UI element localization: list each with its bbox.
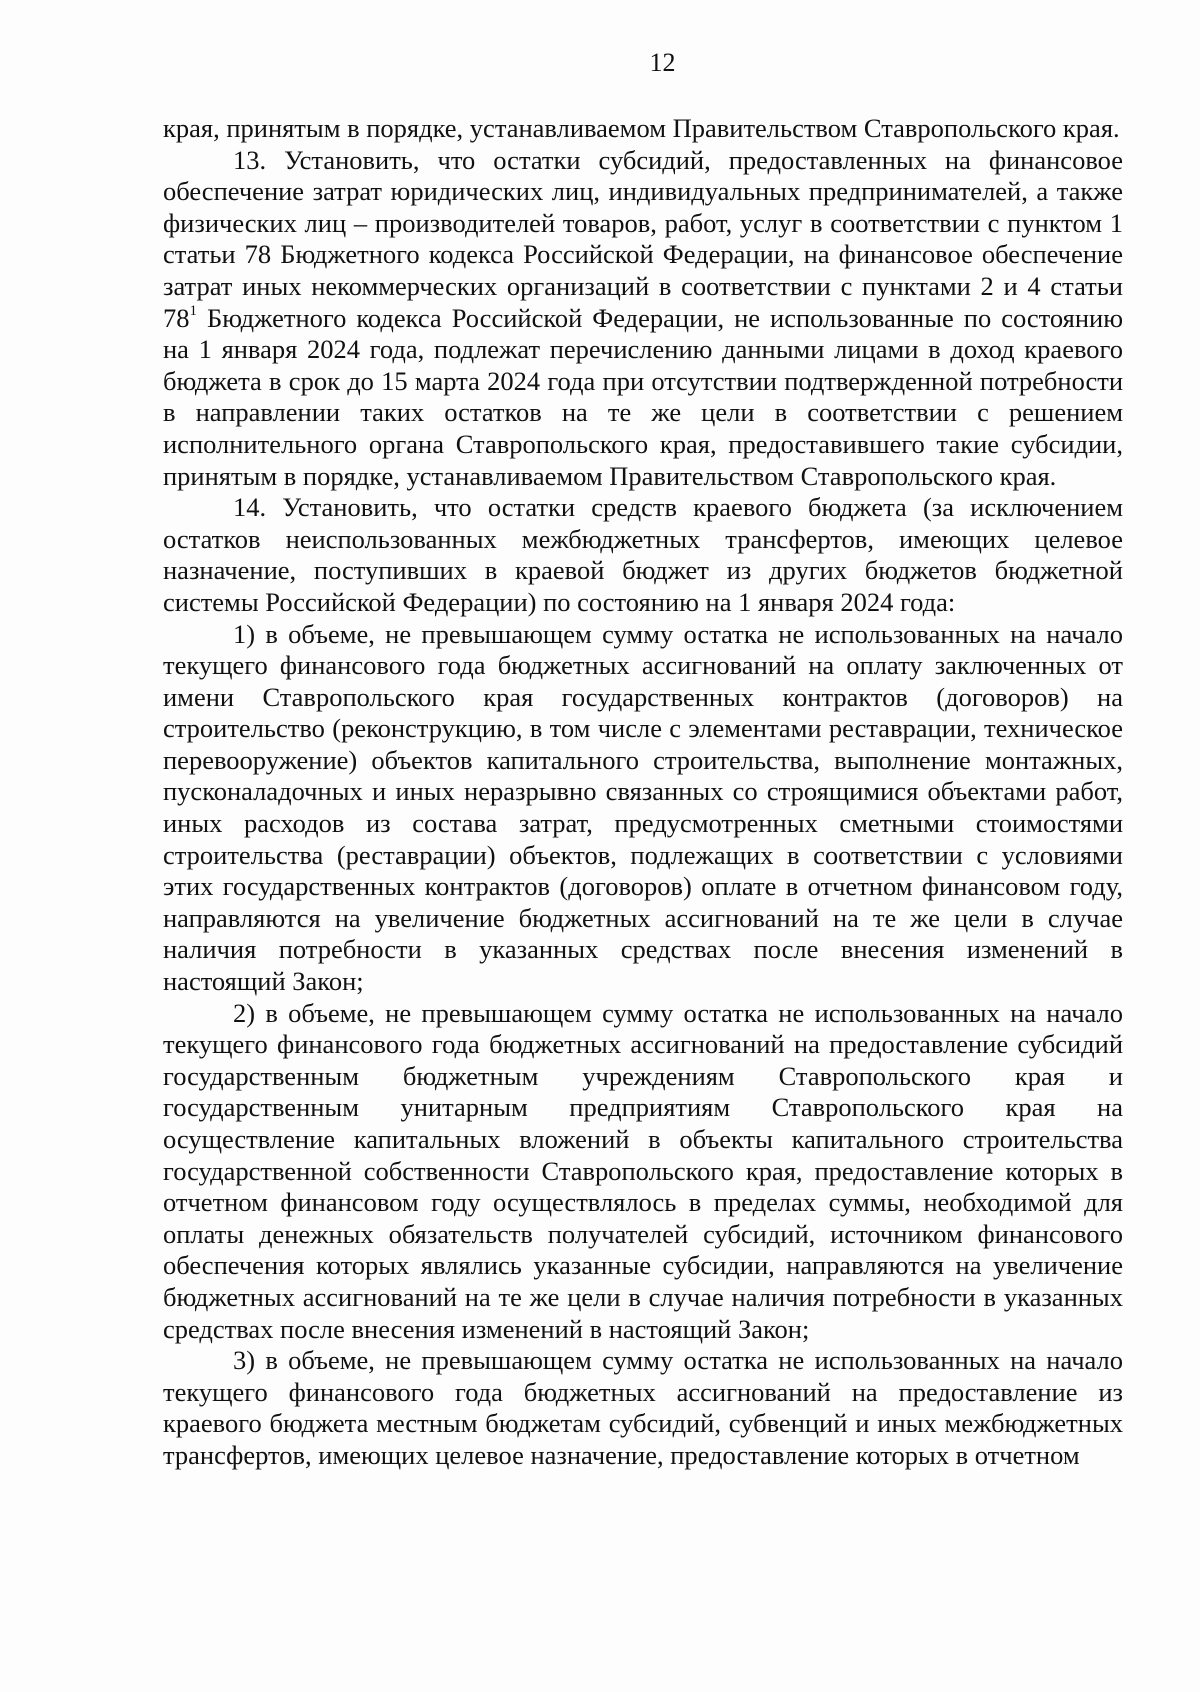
paragraph-14: 14. Установить, что остатки средств краевого бюджета (за исключением остатков неиспользованных межбюджетных трансфертов, имеющих целевое назначение, поступивших в краевой бюджет из других бюджетов бюджетной системы Российской Федерации) по состоянию на 1 января 2024 года: bbox=[163, 492, 1123, 617]
paragraph-14-item-1: 1) в объеме, не превышающем сумму остатка не использованных на начало текущего финансового года бюджетных ассигнований на оплату заключенных от имени Ставропольского края государственных контрактов (договоров) на строительство (реконструкцию, в том числе с элементами реставрации, техническое перевооружение) объектов капитального строительства, выполнение монтажных, пусконаладочных и иных неразрывно связанных со строящимися объектами работ, иных расходов из состава затрат, предусмотренных сметными стоимостями строительства (реставрации) объектов, подлежащих в соответствии с условиями этих государственных контрактов (договоров) оплате в отчетном финансовом году, направляются на увеличение бюджетных ассигнований на те же цели в случае наличия потребности в указанных средствах после внесения изменений в настоящий Закон; bbox=[163, 618, 1123, 997]
paragraph-14-item-2: 2) в объеме, не превышающем сумму остатка не использованных на начало текущего финансового года бюджетных ассигнований на предоставление субсидий государственным бюджетным учреждениям Ставропольского края и государственным унитарным предприятиям Ставропольского края на осуществление капитальных вложений в объекты капитального строительства государственной собственности Ставропольского края, предоставление которых в отчетном финансовом году осуществлялось в пределах суммы, необходимой для оплаты денежных обязательств получателей субсидий, источником финансового обеспечения которых являлись указанные субсидии, направляются на увеличение бюджетных ассигнований на те же цели в случае наличия потребности в указанных средствах после внесения изменений в настоящий Закон; bbox=[163, 997, 1123, 1344]
page-number: 12 bbox=[649, 48, 676, 77]
paragraph-13-text-b: Бюджетного кодекса Российской Федерации, не использованные по состоянию на 1 января 2024 года, подлежат перечислению данными лицами в доход краевого бюджета в срок до 15 марта 2024 года при отсутствии подтвержденной потребности в направлении таких остатков на те же цели в соответствии с решением исполнительного органа Ставропольского края, предоставившего такие субсидии, принятым в порядке, устанавливаемом Правительством Ставропольского края. bbox=[163, 302, 1123, 491]
paragraph-13 bbox=[163, 145, 1123, 493]
paragraph-14-item-3: 3) в объеме, не превышающем сумму остатка не использованных на начало текущего финансового года бюджетных ассигнований на предоставление из краевого бюджета местным бюджетам субсидий, субвенций и иных межбюджетных трансфертов, имеющих целевое назначение, предоставление которых в отчетном bbox=[163, 1345, 1123, 1470]
paragraph-13-text-a: 13. Установить, что остатки субсидий, предоставленных на финансовое обеспечение затрат юридических лиц, индивидуальных предпринимателей, а также физических лиц – производителей товаров, работ, услуг в соответствии с пунктом 1 статьи 78 Бюджетного кодекса Российской Федерации, на финансовое обеспечение затрат иных некоммерческих организаций в соответствии с пунктами 2 и 4 статьи 78 bbox=[163, 144, 1123, 333]
document-body bbox=[163, 113, 1123, 1472]
paragraph-13-superscript: 1 bbox=[189, 302, 197, 319]
paragraph-continuation: края, принятым в порядке, устанавливаемом Правительством Ставропольского края. bbox=[163, 113, 1120, 143]
